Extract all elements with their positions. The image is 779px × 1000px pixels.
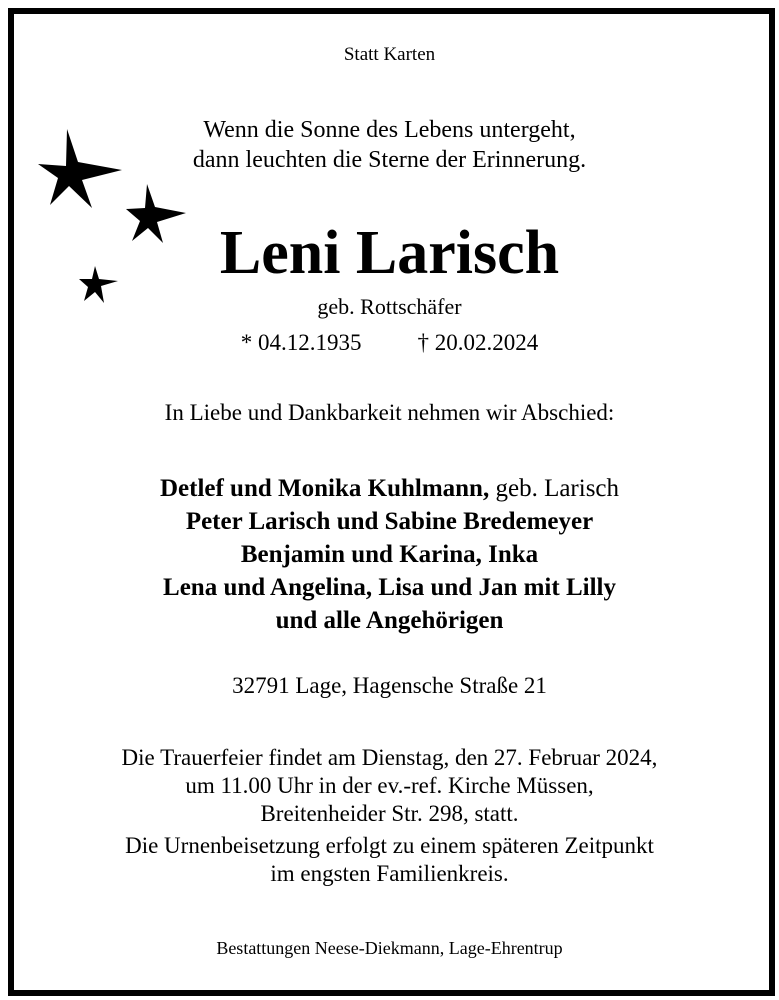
family-birth-name: geb. Larisch <box>489 475 620 502</box>
birth-name: geb. Rottschäfer <box>317 294 462 319</box>
deceased-name: Leni Larisch <box>219 219 560 287</box>
life-dates <box>0 330 779 356</box>
birth-date: * 04.12.1935 <box>240 330 362 355</box>
quote-line-1: Wenn die Sonne des Lebens untergeht, <box>203 117 576 143</box>
ceremony-line-1: Die Trauerfeier findet am Dienstag, den 27. Februar 2024, <box>121 745 658 770</box>
ceremony-line-5: im engsten Familienkreis. <box>270 861 509 886</box>
family-line-2: Peter Larisch und Sabine Bredemeyer <box>185 508 594 535</box>
family-line-1 <box>0 472 779 505</box>
family-names-bold: Detlef und Monika Kuhlmann, <box>159 475 490 502</box>
death-date: † 20.02.2024 <box>417 330 539 355</box>
farewell-text: In Liebe und Dankbarkeit nehmen wir Abschied: <box>164 400 615 425</box>
address-text: 32791 Lage, Hagensche Straße 21 <box>232 673 547 698</box>
quote-line-2: dann leuchten die Sterne der Erinnerung. <box>192 147 587 173</box>
ceremony-line-2: um 11.00 Uhr in der ev.-ref. Kirche Müssen, <box>185 773 594 798</box>
family-line-5: und alle Angehörigen <box>275 607 504 634</box>
ceremony-line-4: Die Urnenbeisetzung erfolgt zu einem späteren Zeitpunkt <box>125 833 654 858</box>
ceremony-line-3: Breitenheider Str. 298, statt. <box>260 801 519 826</box>
family-line-4: Lena und Angelina, Lisa und Jan mit Lilly <box>163 574 616 601</box>
header-text: Statt Karten <box>343 44 436 65</box>
funeral-home-text: Bestattungen Neese-Diekmann, Lage-Ehrentrup <box>216 938 563 958</box>
family-line-3: Benjamin und Karina, Inka <box>240 541 539 568</box>
